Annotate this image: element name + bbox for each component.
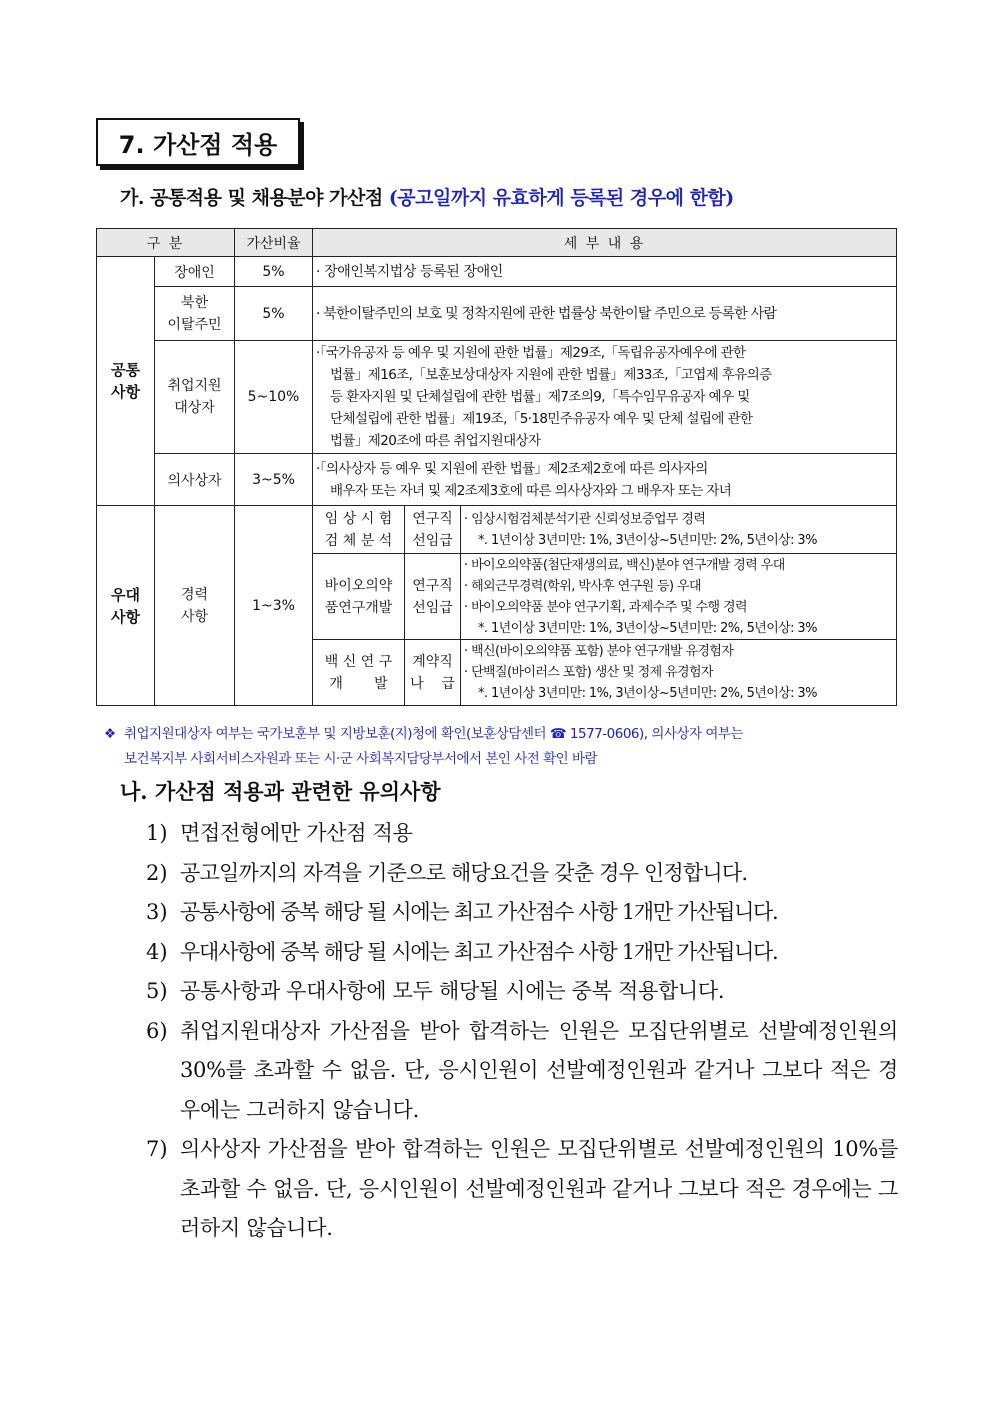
detail-line: · 백신(바이오의약품 포함) 분야 연구개발 유경험자 (464, 644, 734, 659)
detail-line: · 임상시험검체분석기관 신뢰성보증업무 경력 (464, 511, 706, 527)
header-detail: 세 부 내 용 (313, 229, 897, 257)
detail-line: 단체설립에 관한 법률」제19조,「5·18민주유공자 예우 및 단체 설립에 관한 (330, 411, 753, 427)
section-title: 7. 가산점 적용 (96, 118, 300, 166)
table-header-row (97, 229, 897, 257)
item-text: 취업지원대상자 가산점을 받아 합격하는 인원은 모집단위별로 선발예정인원의 30%를 초과할 수 없음. 단, 응시인원이 선발예정인원과 같거나 그보다 적은 경우에는 그러하지 않습니다. (180, 1018, 898, 1122)
detail-line: · 해외근무경력(학위, 박사후 연구원 등) 우대 (464, 578, 701, 594)
detail-line: *. 1년이상 3년미만: 1%, 3년이상~5년미만: 2%, 5년이상: 3% (478, 620, 817, 636)
subsection-a-heading (120, 183, 734, 210)
table-row (97, 341, 897, 454)
row-name: 취업지원 대상자 (155, 341, 235, 454)
row-ratio: 5% (235, 257, 313, 287)
detail-line: · 바이오의약품 분야 연구기획, 과제수주 및 수행 경력 (464, 599, 747, 615)
group-common-text: 공통 사항 (111, 361, 140, 401)
item-number: 2) (146, 860, 168, 885)
row-detail (313, 287, 897, 341)
group-preferred-label (97, 506, 155, 706)
row-ratio: 5~10% (235, 341, 313, 454)
item-number: 7) (146, 1137, 168, 1161)
item-text: 의사상자 가산점을 받아 합격하는 인원은 모집단위별로 선발예정인원의 10%를 초과할 수 없음. 단, 응시인원이 선발예정인원과 같거나 그보다 적은 경우에는 그러하지 않습니다. (180, 1137, 898, 1240)
list-item (146, 972, 898, 1012)
group-preferred-text: 우대 사항 (111, 585, 140, 626)
field-name: 백 신 연 구 개 발 (313, 640, 405, 706)
row-detail (313, 454, 897, 506)
group-common-label (97, 257, 155, 506)
item-text: 공통사항과 우대사항에 모두 해당될 시에는 중복 적용합니다. (180, 979, 725, 1003)
note-line-2: 보건복지부 사회서비스자원과 또는 시·군 사회복지담당부서에서 본인 사전 확인 바람 (124, 751, 598, 767)
detail-line: 법률」제16조,「보훈보상대상자 지원에 관한 법률」제33조,「고엽제 후유의증 (330, 367, 772, 383)
row-detail (313, 341, 897, 454)
detail-line: *. 1년이상 3년미만: 1%, 3년이상~5년미만: 2%, 5년이상: 3% (478, 686, 817, 701)
row-name: 경력 사항 (155, 506, 235, 706)
header-ratio: 가산비율 (235, 229, 313, 257)
row-ratio: 5% (235, 287, 313, 341)
row-ratio: 3~5% (235, 454, 313, 506)
list-item (146, 1130, 898, 1249)
verification-note (104, 722, 904, 772)
job-type: 연구직 선임급 (405, 506, 461, 554)
row-name: 북한 이탈주민 (155, 287, 235, 341)
job-type: 계약직 나 급 (405, 640, 461, 706)
item-number: 3) (146, 900, 168, 924)
table-row (97, 287, 897, 341)
item-text: 공고일까지의 자격을 기준으로 해당요건을 갖춘 경우 인정합니다. (180, 860, 748, 885)
detail-line: ·「의사상자 등 예우 및 지원에 관한 법률」제2조제2호에 따른 의사자의 (316, 460, 708, 477)
detail-line: 법률」제20조에 따른 취업지원대상자 (330, 433, 541, 449)
item-text: 면접전형에만 가산점 적용 (180, 821, 413, 845)
table-row (97, 454, 897, 506)
row-name: 장애인 (155, 257, 235, 287)
detail-line: 등 환자지원 및 단체설립에 관한 법률」제7조의9,「특수임무유공자 예우 및 (330, 389, 750, 405)
detail-line: · 북한이탈주민의 보호 및 정착지원에 관한 법률상 북한이탈 주민으로 등록한 사람 (316, 305, 777, 322)
row-detail (461, 506, 897, 554)
field-name: 임 상 시 험 검 체 분 석 (313, 506, 405, 554)
bonus-points-table (96, 228, 897, 706)
diamond-bullet-icon: ❖ (104, 726, 116, 742)
table-row (97, 257, 897, 287)
item-number: 6) (146, 1018, 168, 1043)
caution-list (146, 814, 898, 1249)
item-number: 1) (146, 821, 168, 845)
row-detail (461, 640, 897, 706)
field-name: 바이오의약 품연구개발 (313, 554, 405, 640)
detail-line: 배우자 또는 자녀 및 제2조제3호에 따른 의사상자와 그 배우자 또는 자녀 (330, 482, 732, 499)
subsection-a-title: 가. 공통적용 및 채용분야 가산점 (120, 187, 383, 209)
item-number: 5) (146, 979, 168, 1003)
list-item (146, 1012, 898, 1131)
table-row (97, 506, 897, 554)
detail-line: · 바이오의약품(첨단재생의료, 백신)분야 연구개발 경력 우대 (464, 557, 785, 573)
job-type: 연구직 선임급 (405, 554, 461, 640)
row-detail (313, 257, 897, 287)
subsection-a-note: (공고일까지 유효하게 등록된 경우에 한함) (388, 187, 734, 209)
row-name: 의사상자 (155, 454, 235, 506)
row-ratio: 1~3% (235, 506, 313, 706)
note-line-1: 취업지원대상자 여부는 국가보훈부 및 지방보훈(지)청에 확인(보훈상담센터 ☎ 1577-0606), 의사상자 여부는 (124, 726, 743, 742)
detail-line: · 장애인복지법상 등록된 장애인 (316, 263, 503, 280)
row-detail (461, 554, 897, 640)
list-item (146, 893, 898, 933)
item-number: 4) (146, 939, 168, 964)
item-text: 우대사항에 중복 해당 될 시에는 최고 가산점수 사항 1개만 가산됩니다. (180, 939, 778, 964)
subsection-b-heading: 나. 가산점 적용과 관련한 유의사항 (120, 779, 441, 804)
list-item (146, 854, 898, 894)
item-text: 공통사항에 중복 해당 될 시에는 최고 가산점수 사항 1개만 가산됩니다. (180, 900, 778, 924)
detail-line: ·「국가유공자 등 예우 및 지원에 관한 법률」제29조,「독립유공자예우에 관한 (316, 345, 746, 361)
detail-line: · 단백질(바이러스 포함) 생산 및 정제 유경험자 (464, 665, 713, 680)
list-item (146, 814, 898, 854)
header-category: 구 분 (97, 229, 235, 257)
list-item (146, 933, 898, 973)
detail-line: *. 1년이상 3년미만: 1%, 3년이상~5년미만: 2%, 5년이상: 3% (478, 532, 817, 548)
